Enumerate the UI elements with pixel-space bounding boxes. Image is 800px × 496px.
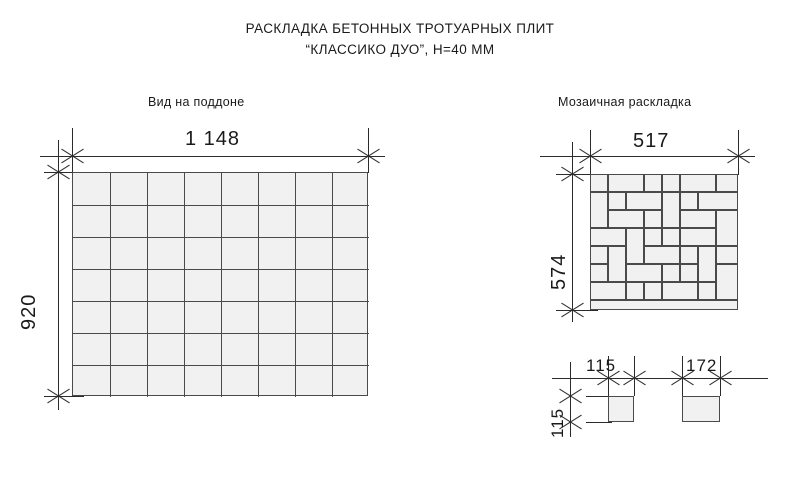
pallet-tile-grid — [72, 172, 368, 396]
pallet-dim-mark-left-bottom — [45, 383, 71, 409]
pallet-view-label: Вид на поддоне — [148, 95, 245, 109]
mosaic-tile — [644, 282, 662, 300]
mosaic-tile — [680, 228, 716, 246]
mosaic-tile — [716, 264, 738, 300]
mosaic-tile — [644, 246, 680, 264]
mosaic-tile — [680, 192, 698, 210]
mosaic-tile — [698, 246, 716, 282]
mosaic-tile — [662, 174, 680, 192]
mosaic-tile — [662, 264, 680, 282]
small-stone-width-value: 115 — [586, 356, 617, 375]
mosaic-tile — [716, 246, 738, 264]
small-stone-tile — [608, 396, 634, 422]
mosaic-view-label: Мозаичная раскладка — [558, 95, 692, 109]
mosaic-tile — [608, 246, 626, 282]
mosaic-tile — [608, 174, 644, 192]
mosaic-tile — [626, 282, 644, 300]
mosaic-tile — [698, 282, 716, 300]
mosaic-tile — [662, 282, 698, 300]
mosaic-tile — [698, 192, 738, 210]
pallet-dim-mark-left-top — [45, 159, 71, 185]
mosaic-tile — [644, 210, 662, 228]
mosaic-height-value: 574 — [548, 253, 570, 290]
mosaic-tile — [680, 210, 716, 228]
mosaic-tile — [590, 282, 626, 300]
mosaic-tile — [680, 246, 698, 264]
mosaic-tile — [626, 192, 662, 210]
mosaic-tile — [590, 228, 626, 246]
mosaic-tile — [644, 174, 662, 192]
mosaic-tile — [590, 246, 608, 264]
small-stone-dim-mark-right — [621, 365, 647, 391]
mosaic-tile — [590, 300, 738, 310]
large-stone-tile — [682, 396, 720, 422]
mosaic-tile — [626, 264, 662, 282]
mosaic-tile — [716, 210, 738, 246]
small-stone-extension-bottom — [586, 422, 612, 423]
mosaic-tile — [680, 174, 716, 192]
mosaic-tile-layout — [590, 174, 738, 310]
pallet-width-value: 1 148 — [185, 128, 241, 150]
page-title-line-2: “КЛАССИКО ДУО”, Н=40 ММ — [305, 42, 495, 57]
pallet-width-dimension-line — [40, 156, 385, 157]
mosaic-tile — [644, 228, 662, 246]
mosaic-tile — [590, 192, 608, 228]
mosaic-tile — [662, 228, 680, 246]
mosaic-tile — [680, 264, 698, 282]
pallet-height-value: 920 — [18, 293, 40, 330]
page-title — [0, 18, 800, 60]
mosaic-tile — [626, 228, 644, 264]
mosaic-tile — [590, 174, 608, 192]
mosaic-tile — [608, 210, 644, 228]
page-title-line-1: РАСКЛАДКА БЕТОННЫХ ТРОТУАРНЫХ ПЛИТ — [245, 21, 555, 36]
mosaic-dim-mark-top-right — [725, 143, 751, 169]
large-stone-width-value: 172 — [686, 356, 718, 375]
mosaic-tile — [662, 192, 680, 228]
mosaic-tile — [608, 192, 626, 210]
small-stone-height-value: 115 — [548, 407, 567, 438]
pallet-dim-mark-top-right — [355, 143, 381, 169]
mosaic-dim-mark-left-top — [559, 161, 585, 187]
mosaic-tile — [716, 174, 738, 192]
small-stone-dim-mark-top — [557, 383, 583, 409]
mosaic-tile — [590, 264, 608, 282]
mosaic-width-value: 517 — [633, 130, 670, 152]
mosaic-dim-mark-left-bottom — [559, 297, 585, 323]
